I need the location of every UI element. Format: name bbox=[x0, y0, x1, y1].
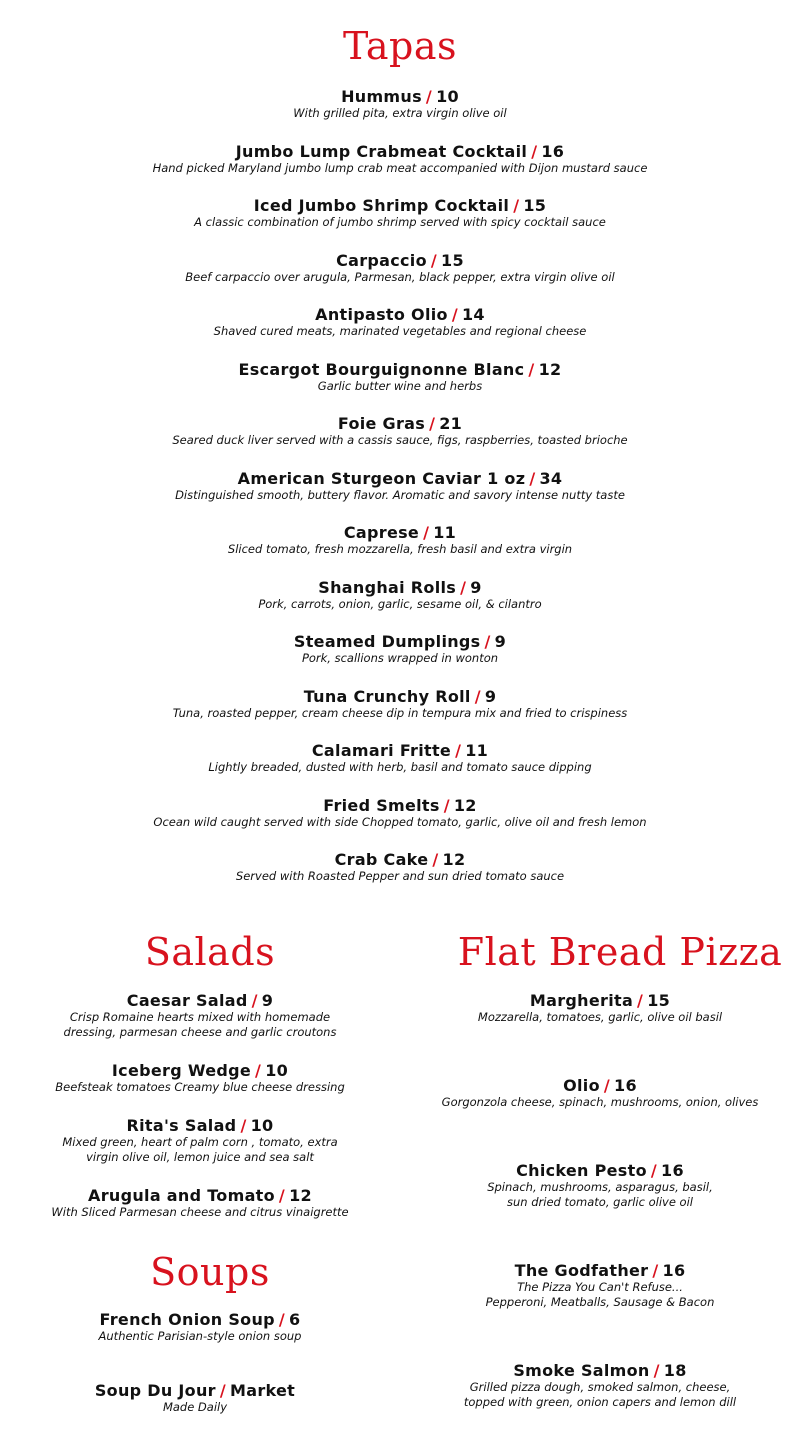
item-price: 15 bbox=[523, 196, 547, 215]
price-separator: / bbox=[603, 1076, 611, 1095]
item-name: Crab Cake bbox=[334, 850, 429, 869]
pizza-item-margherita bbox=[400, 992, 800, 1025]
item-description: Seared duck liver served with a cassis sauce, figs, raspberries, toasted brioche bbox=[172, 433, 628, 447]
item-name: Chicken Pesto bbox=[516, 1161, 647, 1180]
item-price: 14 bbox=[461, 305, 485, 324]
price-separator: / bbox=[652, 1261, 659, 1280]
item-name: Jumbo Lump Crabmeat Cocktail bbox=[235, 142, 528, 161]
price-separator: / bbox=[425, 87, 433, 106]
item-price: 9 bbox=[261, 991, 274, 1010]
item-description: Pork, scallions wrapped in wonton bbox=[301, 651, 499, 665]
item-price: 6 bbox=[289, 1310, 301, 1329]
price-separator: / bbox=[460, 578, 467, 597]
soup-item-french-onion bbox=[0, 1311, 400, 1344]
tapas-item-crabmeat-cocktail bbox=[0, 143, 800, 176]
tapas-item-tuna-roll bbox=[0, 688, 800, 721]
price-separator: / bbox=[451, 305, 458, 324]
tapas-title: Tapas bbox=[342, 24, 458, 68]
item-price: 34 bbox=[539, 469, 563, 488]
salads-title: Salads bbox=[144, 930, 276, 974]
item-price: 15 bbox=[647, 991, 671, 1010]
item-name: Hummus bbox=[341, 87, 422, 106]
pizza-item-chicken-pesto bbox=[400, 1162, 800, 1210]
item-description: Crisp Romaine hearts mixed with homemade dressing, parmesan cheese and garlic croutons bbox=[63, 1010, 337, 1039]
price-separator: / bbox=[432, 850, 439, 869]
item-name: Arugula and Tomato bbox=[88, 1186, 275, 1205]
item-description: Hand picked Maryland jumbo lump crab meat accompanied with Dijon mustard sauce bbox=[152, 161, 648, 175]
item-description: Lightly breaded, dusted with herb, basil and tomato sauce dipping bbox=[208, 760, 592, 774]
tapas-item-dumplings bbox=[0, 633, 800, 666]
item-price: 12 bbox=[453, 796, 477, 815]
item-description: Garlic butter wine and herbs bbox=[317, 379, 483, 393]
item-description: With Sliced Parmesan cheese and citrus vinaigrette bbox=[51, 1205, 349, 1219]
item-price: Market bbox=[230, 1381, 296, 1400]
item-description: Beefsteak tomatoes Creamy blue cheese dressing bbox=[55, 1080, 345, 1094]
price-separator: / bbox=[423, 523, 430, 542]
item-price: 10 bbox=[250, 1116, 274, 1135]
item-price: 21 bbox=[439, 414, 463, 433]
tapas-item-foie-gras bbox=[0, 415, 800, 448]
price-separator: / bbox=[455, 741, 462, 760]
tapas-item-shanghai-rolls bbox=[0, 579, 800, 612]
price-separator: / bbox=[278, 1186, 286, 1205]
item-name: Rita's Salad bbox=[126, 1116, 237, 1135]
price-separator: / bbox=[255, 1061, 262, 1080]
item-description: Grilled pizza dough, smoked salmon, cheese, topped with green, onion capers and lemon dill bbox=[463, 1380, 737, 1409]
item-name: Margherita bbox=[529, 991, 634, 1010]
salad-item-arugula bbox=[0, 1187, 400, 1220]
item-name: Foie Gras bbox=[337, 414, 426, 433]
price-separator: / bbox=[430, 251, 438, 270]
tapas-item-caprese bbox=[0, 524, 800, 557]
price-separator: / bbox=[650, 1161, 658, 1180]
item-description: The Pizza You Can't Refuse... Pepperoni, Meatballs, Sausage & Bacon bbox=[485, 1280, 715, 1309]
tapas-item-smelts bbox=[0, 797, 800, 830]
item-price: 9 bbox=[470, 578, 482, 597]
item-description: Beef carpaccio over arugula, Parmesan, black pepper, extra virgin olive oil bbox=[185, 270, 615, 284]
item-name: Olio bbox=[563, 1076, 600, 1095]
item-price: 16 bbox=[661, 1161, 684, 1180]
item-name: Calamari Fritte bbox=[311, 741, 452, 760]
salad-item-caesar bbox=[0, 992, 400, 1040]
item-description: Sliced tomato, fresh mozzarella, fresh basil and extra virgin bbox=[227, 542, 573, 556]
item-name: Tuna Crunchy Roll bbox=[303, 687, 471, 706]
tapas-item-crab-cake bbox=[0, 851, 800, 884]
price-separator: / bbox=[219, 1381, 227, 1400]
salad-item-iceberg bbox=[0, 1062, 400, 1095]
item-price: 15 bbox=[441, 251, 464, 270]
item-description: Distinguished smooth, buttery flavor. Aromatic and savory intense nutty taste bbox=[175, 488, 625, 502]
item-description: Mixed green, heart of palm corn , tomato, extra virgin olive oil, lemon juice and sea salt bbox=[62, 1135, 338, 1164]
item-price: 11 bbox=[433, 523, 457, 542]
pizza-item-godfather bbox=[400, 1262, 800, 1310]
item-description: Made Daily bbox=[162, 1400, 228, 1414]
item-name: French Onion Soup bbox=[99, 1310, 275, 1329]
item-description: Ocean wild caught served with side Chopped tomato, garlic, olive oil and fresh lemon bbox=[153, 815, 647, 829]
pizza-item-smoke-salmon bbox=[400, 1362, 800, 1410]
soups-title: Soups bbox=[150, 1250, 270, 1294]
price-separator: / bbox=[240, 1116, 247, 1135]
item-price: 12 bbox=[442, 850, 466, 869]
tapas-item-hummus bbox=[0, 88, 800, 121]
price-separator: / bbox=[429, 414, 436, 433]
item-name: Steamed Dumplings bbox=[293, 632, 481, 651]
tapas-item-escargot bbox=[0, 361, 800, 394]
item-price: 12 bbox=[538, 360, 562, 379]
item-description: With grilled pita, extra virgin olive oil bbox=[293, 106, 507, 120]
item-name: Shanghai Rolls bbox=[318, 578, 457, 597]
price-separator: / bbox=[529, 469, 536, 488]
item-description: Pork, carrots, onion, garlic, sesame oil, & cilantro bbox=[258, 597, 542, 611]
pizza-item-olio bbox=[400, 1077, 800, 1110]
item-name: Soup Du Jour bbox=[94, 1381, 216, 1400]
item-price: 16 bbox=[614, 1076, 637, 1095]
price-separator: / bbox=[637, 991, 644, 1010]
soup-item-du-jour bbox=[0, 1382, 390, 1415]
salad-item-ritas bbox=[0, 1117, 400, 1165]
item-name: Smoke Salmon bbox=[513, 1361, 650, 1380]
price-separator: / bbox=[443, 796, 450, 815]
pizza-title: Flat Bread Pizza bbox=[457, 930, 783, 974]
item-description: A classic combination of jumbo shrimp served with spicy cocktail sauce bbox=[194, 215, 606, 229]
item-name: Fried Smelts bbox=[323, 796, 440, 815]
item-name: Escargot Bourguignonne Blanc bbox=[238, 360, 525, 379]
item-name: Caprese bbox=[343, 523, 420, 542]
item-price: 11 bbox=[465, 741, 489, 760]
item-description: Gorgonzola cheese, spinach, mushrooms, onion, olives bbox=[441, 1095, 759, 1109]
item-price: 9 bbox=[494, 632, 507, 651]
tapas-item-antipasto bbox=[0, 306, 800, 339]
item-name: Carpaccio bbox=[336, 251, 427, 270]
item-price: 16 bbox=[541, 142, 565, 161]
price-separator: / bbox=[653, 1361, 660, 1380]
price-separator: / bbox=[531, 142, 538, 161]
item-price: 16 bbox=[662, 1261, 686, 1280]
item-price: 10 bbox=[436, 87, 459, 106]
item-name: Iceberg Wedge bbox=[111, 1061, 252, 1080]
price-separator: / bbox=[528, 360, 535, 379]
tapas-item-caviar bbox=[0, 470, 800, 503]
item-description: Shaved cured meats, marinated vegetables and regional cheese bbox=[213, 324, 587, 338]
item-price: 10 bbox=[265, 1061, 289, 1080]
price-separator: / bbox=[278, 1310, 286, 1329]
item-description: Served with Roasted Pepper and sun dried tomato sauce bbox=[235, 869, 565, 883]
price-separator: / bbox=[513, 196, 520, 215]
item-description: Spinach, mushrooms, asparagus, basil, sun dried tomato, garlic olive oil bbox=[487, 1180, 713, 1209]
item-name: American Sturgeon Caviar 1 oz bbox=[237, 469, 526, 488]
item-name: Iced Jumbo Shrimp Cocktail bbox=[253, 196, 510, 215]
item-price: 9 bbox=[484, 687, 497, 706]
price-separator: / bbox=[251, 991, 258, 1010]
item-name: Caesar Salad bbox=[126, 991, 248, 1010]
item-price: 18 bbox=[663, 1361, 687, 1380]
item-description: Mozzarella, tomatoes, garlic, olive oil basil bbox=[477, 1010, 723, 1024]
item-price: 12 bbox=[289, 1186, 312, 1205]
tapas-item-calamari bbox=[0, 742, 800, 775]
tapas-item-carpaccio bbox=[0, 252, 800, 285]
item-name: Antipasto Olio bbox=[315, 305, 448, 324]
tapas-item-shrimp-cocktail bbox=[0, 197, 800, 230]
item-description: Tuna, roasted pepper, cream cheese dip in tempura mix and fried to crispiness bbox=[172, 706, 628, 720]
item-name: The Godfather bbox=[514, 1261, 649, 1280]
price-separator: / bbox=[474, 687, 481, 706]
item-description: Authentic Parisian-style onion soup bbox=[98, 1329, 302, 1343]
price-separator: / bbox=[484, 632, 491, 651]
